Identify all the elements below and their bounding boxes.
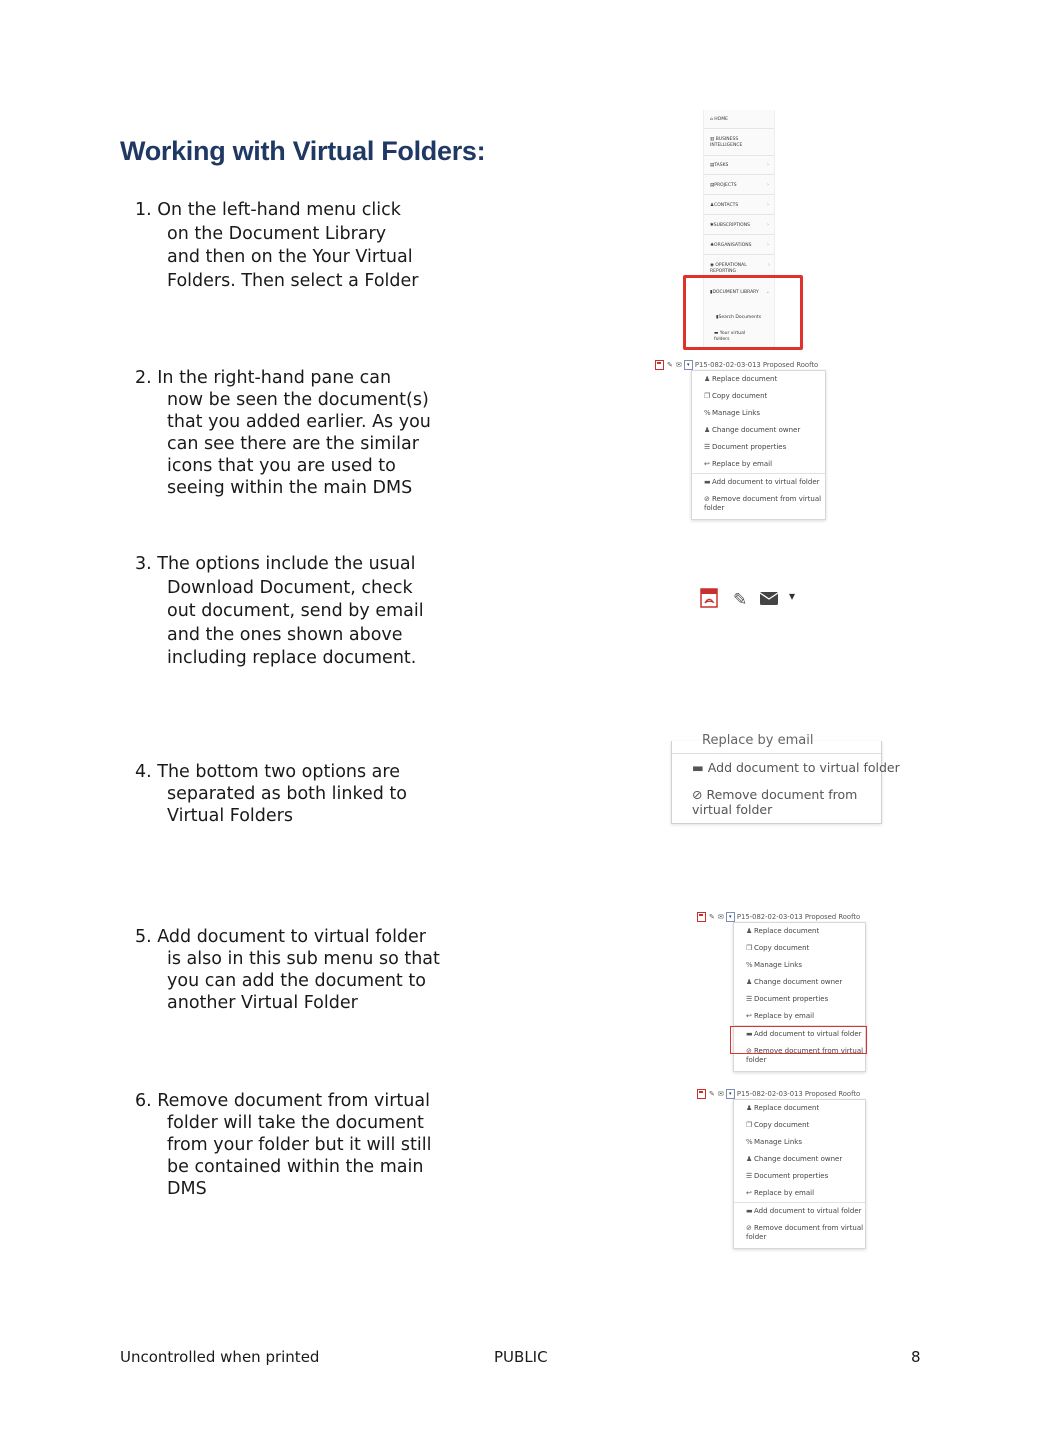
step-3 <box>135 553 445 671</box>
sidebar-item-subscriptions[interactable]: ✱SUBSCRIPTIONS › <box>710 222 769 228</box>
copy-icon: ❐ <box>704 392 711 400</box>
menu-item-properties[interactable]: ☰ Document properties <box>704 443 787 451</box>
step-6 <box>135 1090 445 1200</box>
chart-icon: ▥ <box>710 137 715 142</box>
chevron-right-icon: › <box>767 242 769 248</box>
menu-item-replace-email[interactable]: ↩ Replace by email <box>746 1012 815 1020</box>
projects-icon: ▤ <box>710 183 715 188</box>
caret-down-icon[interactable]: ▾ <box>726 912 735 922</box>
step-3-line: 3. The options include the usual <box>135 554 416 574</box>
ban-icon: ⊘ <box>746 1047 752 1055</box>
step-4-line: Virtual Folders <box>167 806 293 826</box>
divider <box>704 214 774 215</box>
document-name[interactable]: P15-082-02-03-013 Proposed Roofto <box>736 913 861 921</box>
divider <box>704 155 774 156</box>
reply-icon: ↩ <box>746 1189 752 1197</box>
menu-item-remove-virtual[interactable]: ⊘ Remove document from virtual folder <box>704 495 822 512</box>
edit-icon[interactable]: ✎ <box>709 913 715 921</box>
step-1-line: on the Document Library <box>167 223 387 244</box>
copy-icon: ❐ <box>746 1121 753 1129</box>
sidebar-item-organisations[interactable]: ♣ORGANISATIONS › <box>710 242 769 248</box>
chevron-right-icon: › <box>767 202 769 208</box>
edit-icon[interactable]: ✎ <box>709 1090 715 1098</box>
step-3-line: including replace document. <box>167 648 417 668</box>
divider <box>704 174 774 175</box>
link-icon: % <box>746 1138 753 1146</box>
step-3-line: out document, send by email <box>167 601 424 621</box>
reply-icon: ↩ <box>746 1012 752 1020</box>
page-number: 8 <box>911 1348 921 1366</box>
doc-toolbar <box>697 1089 860 1099</box>
reporting-icon: ◉ <box>710 263 714 268</box>
menu-item-replace-email[interactable]: ↩ Replace by email <box>746 1189 815 1197</box>
menu-item-properties[interactable]: ☰ Document properties <box>746 1172 829 1180</box>
chevron-right-icon: › <box>768 262 770 268</box>
sidebar-item-your-virtual-folders[interactable]: ▬ Your virtual folders <box>714 331 746 342</box>
menu-item-replace[interactable]: ♟ Replace document <box>746 927 820 935</box>
edit-icon[interactable]: ✎ <box>667 361 673 369</box>
list-icon: ☰ <box>704 443 711 451</box>
menu-item-remove-virtual[interactable]: ⊘ Remove document from virtual folder <box>746 1224 864 1241</box>
sidebar-item-operational-reporting[interactable]: ◉ OPERATIONAL REPORTING › <box>710 262 770 274</box>
menu-item-remove-virtual[interactable]: ⊘ Remove document from virtual folder <box>692 787 858 817</box>
home-icon: ⌂ <box>710 117 713 122</box>
step-1-line: and then on the Your Virtual <box>167 247 413 267</box>
footer-uncontrolled: Uncontrolled when printed <box>120 1348 320 1366</box>
sidebar-item-home[interactable]: ⌂ HOME <box>710 117 728 122</box>
step-2-line: icons that you are used to <box>167 456 396 476</box>
divider <box>704 194 774 195</box>
step-5-line: another Virtual Folder <box>167 993 358 1013</box>
caret-down-icon[interactable]: ▾ <box>789 589 796 603</box>
user-icon: ♟ <box>704 426 711 434</box>
pdf-icon[interactable] <box>697 1089 706 1099</box>
email-icon[interactable] <box>760 592 778 605</box>
dropdown-panel <box>733 1099 866 1249</box>
divider <box>692 473 825 474</box>
sidebar-item-contacts[interactable]: ♟CONTACTS › <box>710 202 769 208</box>
pdf-icon[interactable] <box>655 360 664 370</box>
document-menu-3 <box>696 1089 876 1249</box>
menu-item-copy[interactable]: ❐ Copy document <box>746 1121 810 1129</box>
ban-icon: ⊘ <box>692 787 703 802</box>
chevron-right-icon: › <box>767 182 769 188</box>
menu-item-add-virtual[interactable]: ▬Add document to virtual folder <box>746 1207 862 1215</box>
ban-icon: ⊘ <box>704 495 710 503</box>
list-icon: ☰ <box>746 1172 753 1180</box>
step-5 <box>135 926 445 1014</box>
menu-item-change-owner[interactable]: ♟ Change document owner <box>746 978 843 986</box>
sidebar-item-search-documents[interactable]: ▮Search Documents <box>716 315 762 320</box>
divider <box>734 1202 865 1203</box>
folder-icon: ▬ <box>746 1030 753 1038</box>
step-1-line: Folders. Then select a Folder <box>167 270 419 291</box>
document-name[interactable]: P15-082-02-03-013 Proposed Roofto <box>694 361 819 369</box>
step-6-line: folder will take the document <box>167 1113 424 1133</box>
menu-item-replace-email[interactable]: Replace by email <box>702 733 814 748</box>
step-2-line: can see there are the similar <box>167 434 419 454</box>
user-icon: ♟ <box>746 1155 753 1163</box>
search-doc-icon: ▮ <box>716 315 719 320</box>
sidebar-item-document-library[interactable]: ▮DOCUMENT LIBRARY ⌄ <box>710 289 770 295</box>
menu-item-properties[interactable]: ☰ Document properties <box>746 995 829 1003</box>
menu-item-add-virtual[interactable]: ▬Add document to virtual folder <box>704 478 820 486</box>
menu-item-change-owner[interactable]: ♟ Change document owner <box>746 1155 843 1163</box>
caret-down-icon[interactable]: ▾ <box>726 1089 735 1099</box>
step-2-line: now be seen the document(s) <box>167 390 429 410</box>
highlight-box <box>683 275 803 350</box>
list-icon: ☰ <box>746 995 753 1003</box>
step-1-line: 1. On the left-hand menu click <box>135 200 401 220</box>
folder-icon: ▬ <box>714 331 719 336</box>
step-2 <box>135 367 445 499</box>
contacts-icon: ♟ <box>710 203 715 208</box>
menu-item-remove-virtual[interactable]: ⊘ Remove document from virtual folder <box>746 1047 864 1064</box>
folder-icon: ▬ <box>692 760 704 775</box>
step-5-line: is also in this sub menu so that <box>167 949 440 969</box>
menu-item-copy[interactable]: ❐ Copy document <box>704 392 768 400</box>
step-1 <box>135 199 445 293</box>
subscriptions-icon: ✱ <box>710 223 714 228</box>
step-3-line: and the ones shown above <box>167 624 403 645</box>
caret-down-icon[interactable]: ▾ <box>684 360 693 370</box>
organisations-icon: ♣ <box>710 243 715 248</box>
user-icon: ♟ <box>746 927 753 935</box>
menu-item-manage-links[interactable]: %Manage Links <box>746 961 803 969</box>
menu-item-replace[interactable]: ♟ Replace document <box>704 375 778 383</box>
menu-item-add-virtual[interactable]: ▬Add document to virtual folder <box>746 1030 862 1038</box>
menu-item-replace-email[interactable]: ↩ Replace by email <box>704 460 773 468</box>
doc-toolbar <box>697 912 860 922</box>
menu-item-manage-links[interactable]: %Manage Links <box>746 1138 803 1146</box>
divider <box>672 753 881 754</box>
footer-classification: PUBLIC <box>494 1348 548 1366</box>
copy-icon: ❐ <box>746 944 753 952</box>
pdf-icon[interactable] <box>697 912 706 922</box>
reply-icon: ↩ <box>704 460 710 468</box>
chevron-down-icon: ⌄ <box>765 289 770 295</box>
menu-item-replace[interactable]: ♟ Replace document <box>746 1104 820 1112</box>
folder-icon: ▬ <box>704 478 711 486</box>
sidebar-item-business-intelligence[interactable]: ▥ BUSINESS INTELLIGENCE <box>710 137 743 148</box>
step-6-line: from your folder but it will still <box>167 1135 432 1155</box>
step-2-line: that you added earlier. As you <box>167 412 431 432</box>
edit-icon[interactable]: ✎ <box>733 590 748 610</box>
step-3-line: Download Document, check <box>167 577 413 598</box>
step-4-line: separated as both linked to <box>167 784 408 804</box>
pdf-icon[interactable] <box>700 588 718 608</box>
menu-item-manage-links[interactable]: %Manage Links <box>704 409 761 417</box>
divider <box>704 254 774 255</box>
divider <box>704 234 774 235</box>
link-icon: % <box>704 409 711 417</box>
step-2-line: seeing within the main DMS <box>167 478 413 498</box>
doc-toolbar <box>655 360 818 370</box>
menu-item-copy[interactable]: ❐ Copy document <box>746 944 810 952</box>
sidebar-item-projects[interactable]: ▤PROJECTS › <box>710 182 769 188</box>
chevron-right-icon: › <box>767 222 769 228</box>
menu-item-add-virtual[interactable]: ▬ Add document to virtual folder <box>692 760 900 775</box>
tasks-icon: ▤ <box>710 163 715 168</box>
step-5-line: 5. Add document to virtual folder <box>135 927 427 947</box>
email-icon[interactable]: ✉ <box>675 361 682 369</box>
user-icon: ♟ <box>746 978 753 986</box>
step-6-line: 6. Remove document from virtual <box>135 1091 430 1111</box>
step-6-line: be contained within the main <box>167 1157 424 1177</box>
zoomed-menu <box>671 733 900 824</box>
step-5-line: you can add the document to <box>167 971 426 991</box>
email-icon[interactable]: ✉ <box>717 913 724 921</box>
email-icon[interactable]: ✉ <box>717 1090 724 1098</box>
highlight-box <box>730 1026 867 1054</box>
user-icon: ♟ <box>746 1104 753 1112</box>
menu-item-change-owner[interactable]: ♟ Change document owner <box>704 426 801 434</box>
document-icon: ▮ <box>710 290 713 295</box>
divider <box>704 128 774 129</box>
chevron-right-icon: › <box>767 162 769 168</box>
dropdown-panel <box>691 370 826 520</box>
folder-icon: ▬ <box>746 1207 753 1215</box>
ban-icon: ⊘ <box>746 1224 752 1232</box>
page-title: Working with Virtual Folders: <box>120 136 486 166</box>
document-name[interactable]: P15-082-02-03-013 Proposed Roofto <box>736 1090 861 1098</box>
user-icon: ♟ <box>704 375 711 383</box>
step-4-line: 4. The bottom two options are <box>135 762 400 782</box>
step-6-line: DMS <box>167 1179 207 1199</box>
step-4 <box>135 761 445 827</box>
link-icon: % <box>746 961 753 969</box>
sidebar-item-tasks[interactable]: ▤TASKS › <box>710 162 769 168</box>
document-menu-1 <box>654 360 834 520</box>
step-2-line: 2. In the right-hand pane can <box>135 368 392 388</box>
